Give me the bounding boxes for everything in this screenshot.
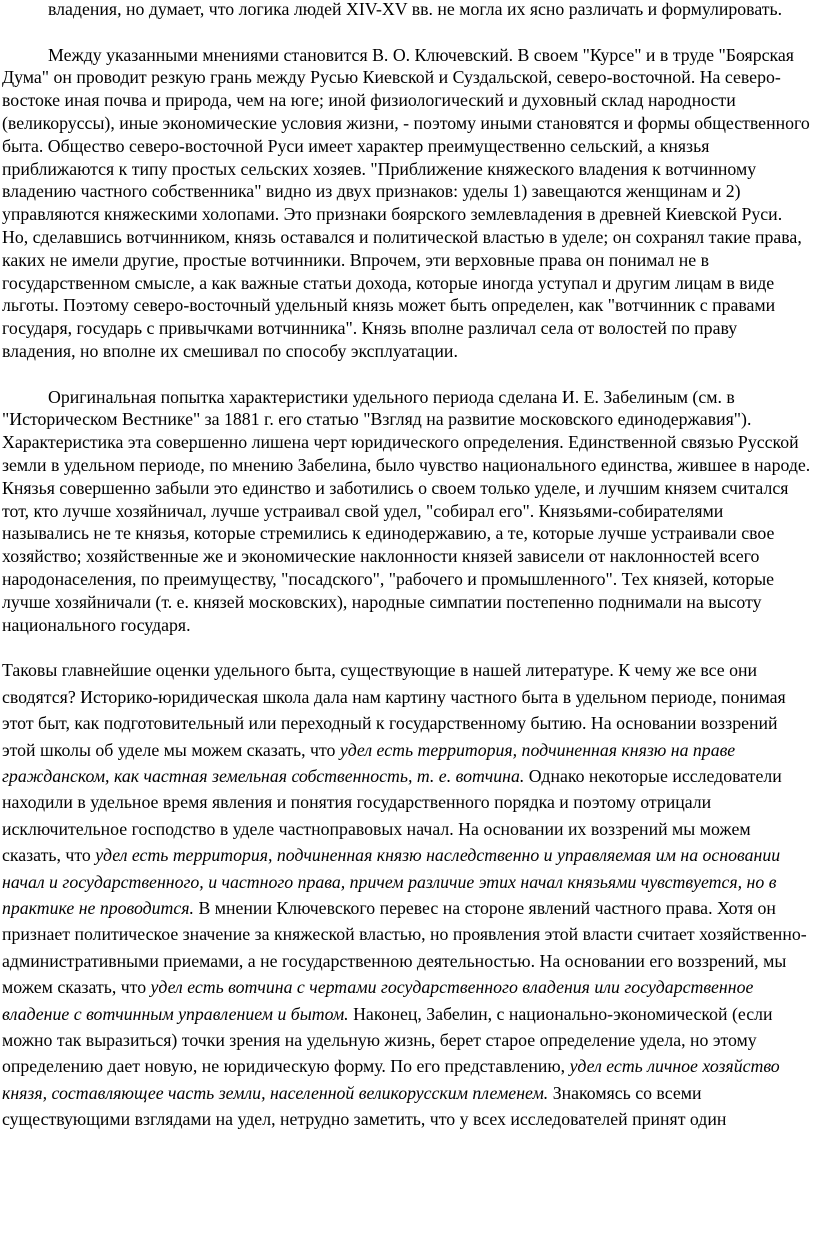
summary-definition-2: удел есть территория, подчиненная князю наследственно и управляемая им на основании начал и государственного, и частного права, причем различие этих начал князьями чувствуется, но в практике не проводится. [2,845,781,918]
summary-text-5: Знакомясь со всеми существующими взглядами на удел, нетрудно заметить, что у всех исследователей принят один [2,1082,727,1130]
summary-text-3: В мнении Ключевского перевес на стороне явлений частного права. Хотя он признает политическое значение за княжеской властью, но проявления этой власти считает хозяйственно-административными приемами, а не государственною деятельностью. На основании его воззрений, мы можем сказать, что [2,897,807,998]
summary-definition-3: удел есть вотчина с чертами государственного владения или государственное владение с вотчинным управлением и бытом. [2,977,754,1024]
paragraph-summary [2,657,812,1132]
summary-definition-1: удел есть территория, подчиненная князю на праве гражданском, как частная земельная собственность, т. е. вотчина. [2,739,736,786]
summary-text-2: Однако некоторые исследователи находили в удельное время явления и понятия государственного порядка и поэтому отрицали исключительное господство в уделе частноправовых начал. На основании их воззрений мы можем сказать, что [2,765,782,866]
summary-definition-4: удел есть личное хозяйство князя, составляющее часть земли, населенной великорусским племенем. [2,1056,780,1103]
paragraph-zabelin: Оригинальная попытка характеристики удельного периода сделана И. Е. Забелиным (см. в "Историческом Вестнике" за 1881 г. его статью "Взгляд на развитие московского единодержавия"). Характеристика эта совершенно лишена черт юридического определения. Единственной связью Русской земли в удельном периоде, по мнению Забелина, было чувство национального единства, жившее в народе. Князья совершенно забыли это единство и заботились о своем только уделе, и лучшим князем считался тот, кто лучше хозяйничал, лучше устраивал свой удел, "собирал его". Князьями-собирателями назывались не те князья, которые стремились к единодержавию, а те, которые лучше устраивали свое хозяйство; хозяйственные же и экономические наклонности князей зависели от наклонностей всего народонаселения, по преимуществу, "посадского", "рабочего и промышленного". Тех князей, которые лучше хозяйничали (т. е. князей московских), народные симпатии постепенно поднимали на высоту национального государя. [2,386,811,635]
paragraph-klyuchevsky: Между указанными мнениями становится В. О. Ключевский. В своем "Курсе" и в труде "Боярская Дума" он проводит резкую грань между Русью Киевской и Суздальской, северо-восточной. На северо-востоке иная почва и природа, чем на юге; иной физиологический и духовный склад народности (великоруссы), иные экономические условия жизни, - поэтому иными становятся и формы общественного быта. Общество северо-восточной Руси имеет характер преимущественно сельский, а князья приближаются к типу простых сельских хозяев. "Приближение княжеского владения к вотчинному владению частного собственника" видно из двух признаков: уделы 1) завещаются женщинам и 2) управляются княжескими холопами. Это признаки боярского землевладения в древней Киевской Руси. Но, сделавшись вотчинником, князь оставался и политической властью в уделе; он сохранял такие права, каких не имели другие, простые вотчинники. Впрочем, эти верховные права он понимал не в государственном смысле, а как важные статьи дохода, которые иногда уступал и другим лицам в виде льготы. Поэтому северо-восточный удельный князь может быть определен, как "вотчинник с правами государя, государь с привычками вотчинника". Князь вполне различал села от волостей по праву владения, но вполне их смешивал по способу эксплуатации. [2,44,810,361]
paragraph-continuation: владения, но думает, что логика людей XIV-XV вв. не могла их ясно различать и формулировать. [48,0,783,19]
summary-text-1: Таковы главнейшие оценки удельного быта, существующие в нашей литературе. К чему же все они сводятся? Историко-юридическая школа дала нам картину частного быта в удельном периоде, понимая этот быт, как подготовительный или переходный к государственному бытию. На основании воззрений этой школы об уделе мы можем сказать, что [2,660,786,760]
summary-text-4: Наконец, Забелин, с национально-экономической (если можно так выразиться) точки зрения на удельную жизнь, берет старое определение удела, но этому определению дает новую, не юридическую форму. По его представлению, [2,1003,773,1077]
